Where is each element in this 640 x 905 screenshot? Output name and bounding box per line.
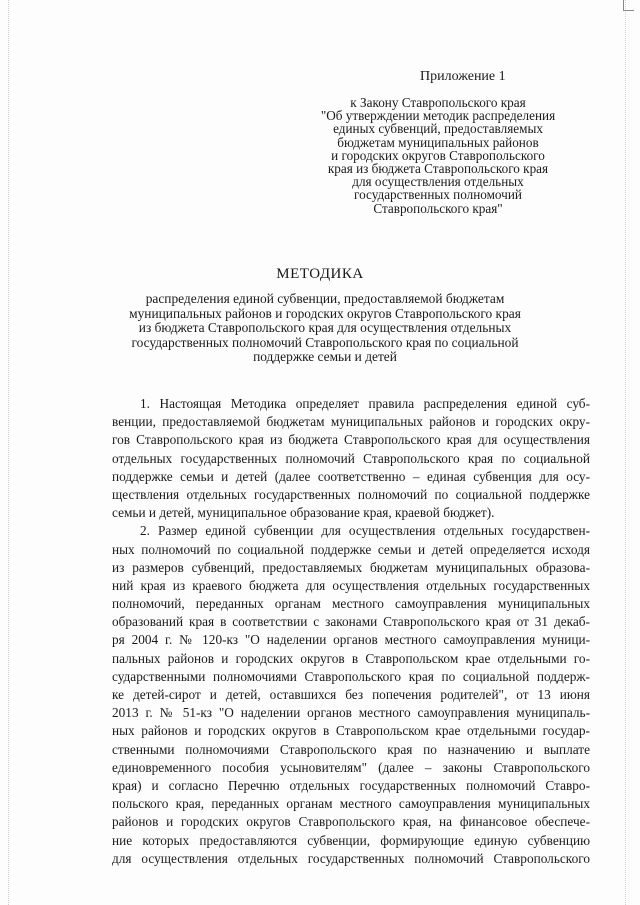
paragraph-2-line: 2. Размер единой субвенции для осуществления отдельных государствен- (140, 523, 590, 539)
subtitle-line: распределения единой субвенции, предоставляемой бюджетам (145, 291, 505, 306)
document-subtitle (120, 292, 530, 365)
appendix-title: Приложение 1 (420, 69, 506, 84)
paragraph-2-line: районов и городских округов Ставропольского края, на финансовое обеспече- (112, 814, 590, 830)
subtitle-line: из бюджета Ставропольского края для осуществления отдельных (138, 320, 512, 335)
appendix-line: бюджетам муниципальных районов (337, 134, 539, 150)
paragraph-1-line: 1. Настоящая Методика определяет правила распределения единой суб- (140, 396, 590, 411)
document-heading: МЕТОДИКА (276, 266, 364, 282)
paragraph-2-line: ря 2004 г. № 120-кз "О наделении органов местного самоуправления муници- (112, 632, 590, 648)
subtitle-line: государственных полномочий Ставропольского края по социальной (131, 334, 519, 350)
appendix-line: и городских округов Ставропольского (331, 147, 545, 163)
paragraph-2-line: ственными полномочиями Ставропольского края по назначению и выплате (112, 741, 590, 757)
appendix-line: для осуществления отдельных (352, 174, 524, 190)
paragraph-2-line: полномочий, переданных органам местного самоуправления муниципальных (112, 596, 590, 612)
paragraph-2-line: из размеров субвенций, предоставляемых бюджетам муниципальных образова- (112, 559, 590, 575)
paragraph-2-line: для осуществления отдельных государственных полномочий Ставропольского (112, 850, 590, 866)
appendix-line: Ставропольского края" (373, 200, 503, 216)
paragraph-2-line: польского края, переданных органам местного самоуправления муниципальных (112, 796, 590, 812)
paragraph-1-line: ществления отдельных государственных полномочий по социальной поддержке (112, 486, 590, 502)
paragraph-2-line: сударственными полномочиями Ставропольского края по социальной поддерж- (112, 668, 590, 684)
appendix-line: единых субвенций, предоставляемых (333, 121, 543, 137)
scan-edge-right (625, 0, 626, 905)
document-body (112, 395, 590, 868)
appendix-reference (318, 96, 558, 215)
scan-corner-mark (623, 0, 634, 11)
paragraph-2-line: края) и согласно Перечню отдельных государственных полномочий Ставро- (112, 777, 590, 793)
subtitle-line: поддержке семьи и детей (253, 349, 397, 364)
paragraph-1-line: венции, предоставляемой бюджетам муниципальных районов и городских окру- (112, 414, 590, 430)
paragraph-1-line: поддержке семьи и детей (далее соответственно – единая субвенция для осу- (112, 468, 590, 484)
paragraph-1-line: гов Ставропольского края из бюджета Ставропольского края для осуществления (112, 432, 590, 448)
paragraph-1-line: семьи и детей, муниципальное образование края, краевой бюджет). (112, 505, 495, 521)
paragraph-2-line: ний края из краевого бюджета для осуществления отдельных государственных (112, 577, 590, 593)
paragraph-1-line: отдельных государственных полномочий Ставропольского края по социальной (112, 450, 590, 466)
paragraph-2-line: единовременного пособия усыновителям" (далее – законы Ставропольского (112, 759, 590, 775)
appendix-line: государственных полномочий (354, 187, 522, 203)
subtitle-line: муниципальных районов и городских округов Ставропольского края (129, 305, 521, 321)
appendix-line: к Закону Ставропольского края (350, 95, 526, 110)
scan-edge-left (8, 0, 9, 905)
paragraph-2-line: ных полномочий по социальной поддержке семьи и детей определяется исходя (112, 541, 590, 557)
paragraph-2-line: пальных районов и городских округов в Ставропольском крае отдельными го- (112, 650, 590, 666)
paragraph-2-line: образований края в соответствии с законами Ставропольского края от 31 декаб- (112, 614, 590, 630)
paragraph-2-line: 2013 г. № 51-кз "О наделении органов местного самоуправления муниципаль- (112, 705, 590, 721)
paragraph-2-line: ке детей-сирот и детей, оставшихся без попечения родителей", от 13 июня (112, 687, 590, 702)
appendix-line: "Об утверждении методик распределения (320, 108, 556, 124)
appendix-line: края из бюджета Ставропольского края (327, 161, 549, 177)
paragraph-2-line: ных районов и городских округов в Ставропольском крае отдельными государ- (112, 723, 590, 739)
paragraph-2-line: ние которых предоставляются субвенции, формирующие единую субвенцию (112, 832, 590, 848)
